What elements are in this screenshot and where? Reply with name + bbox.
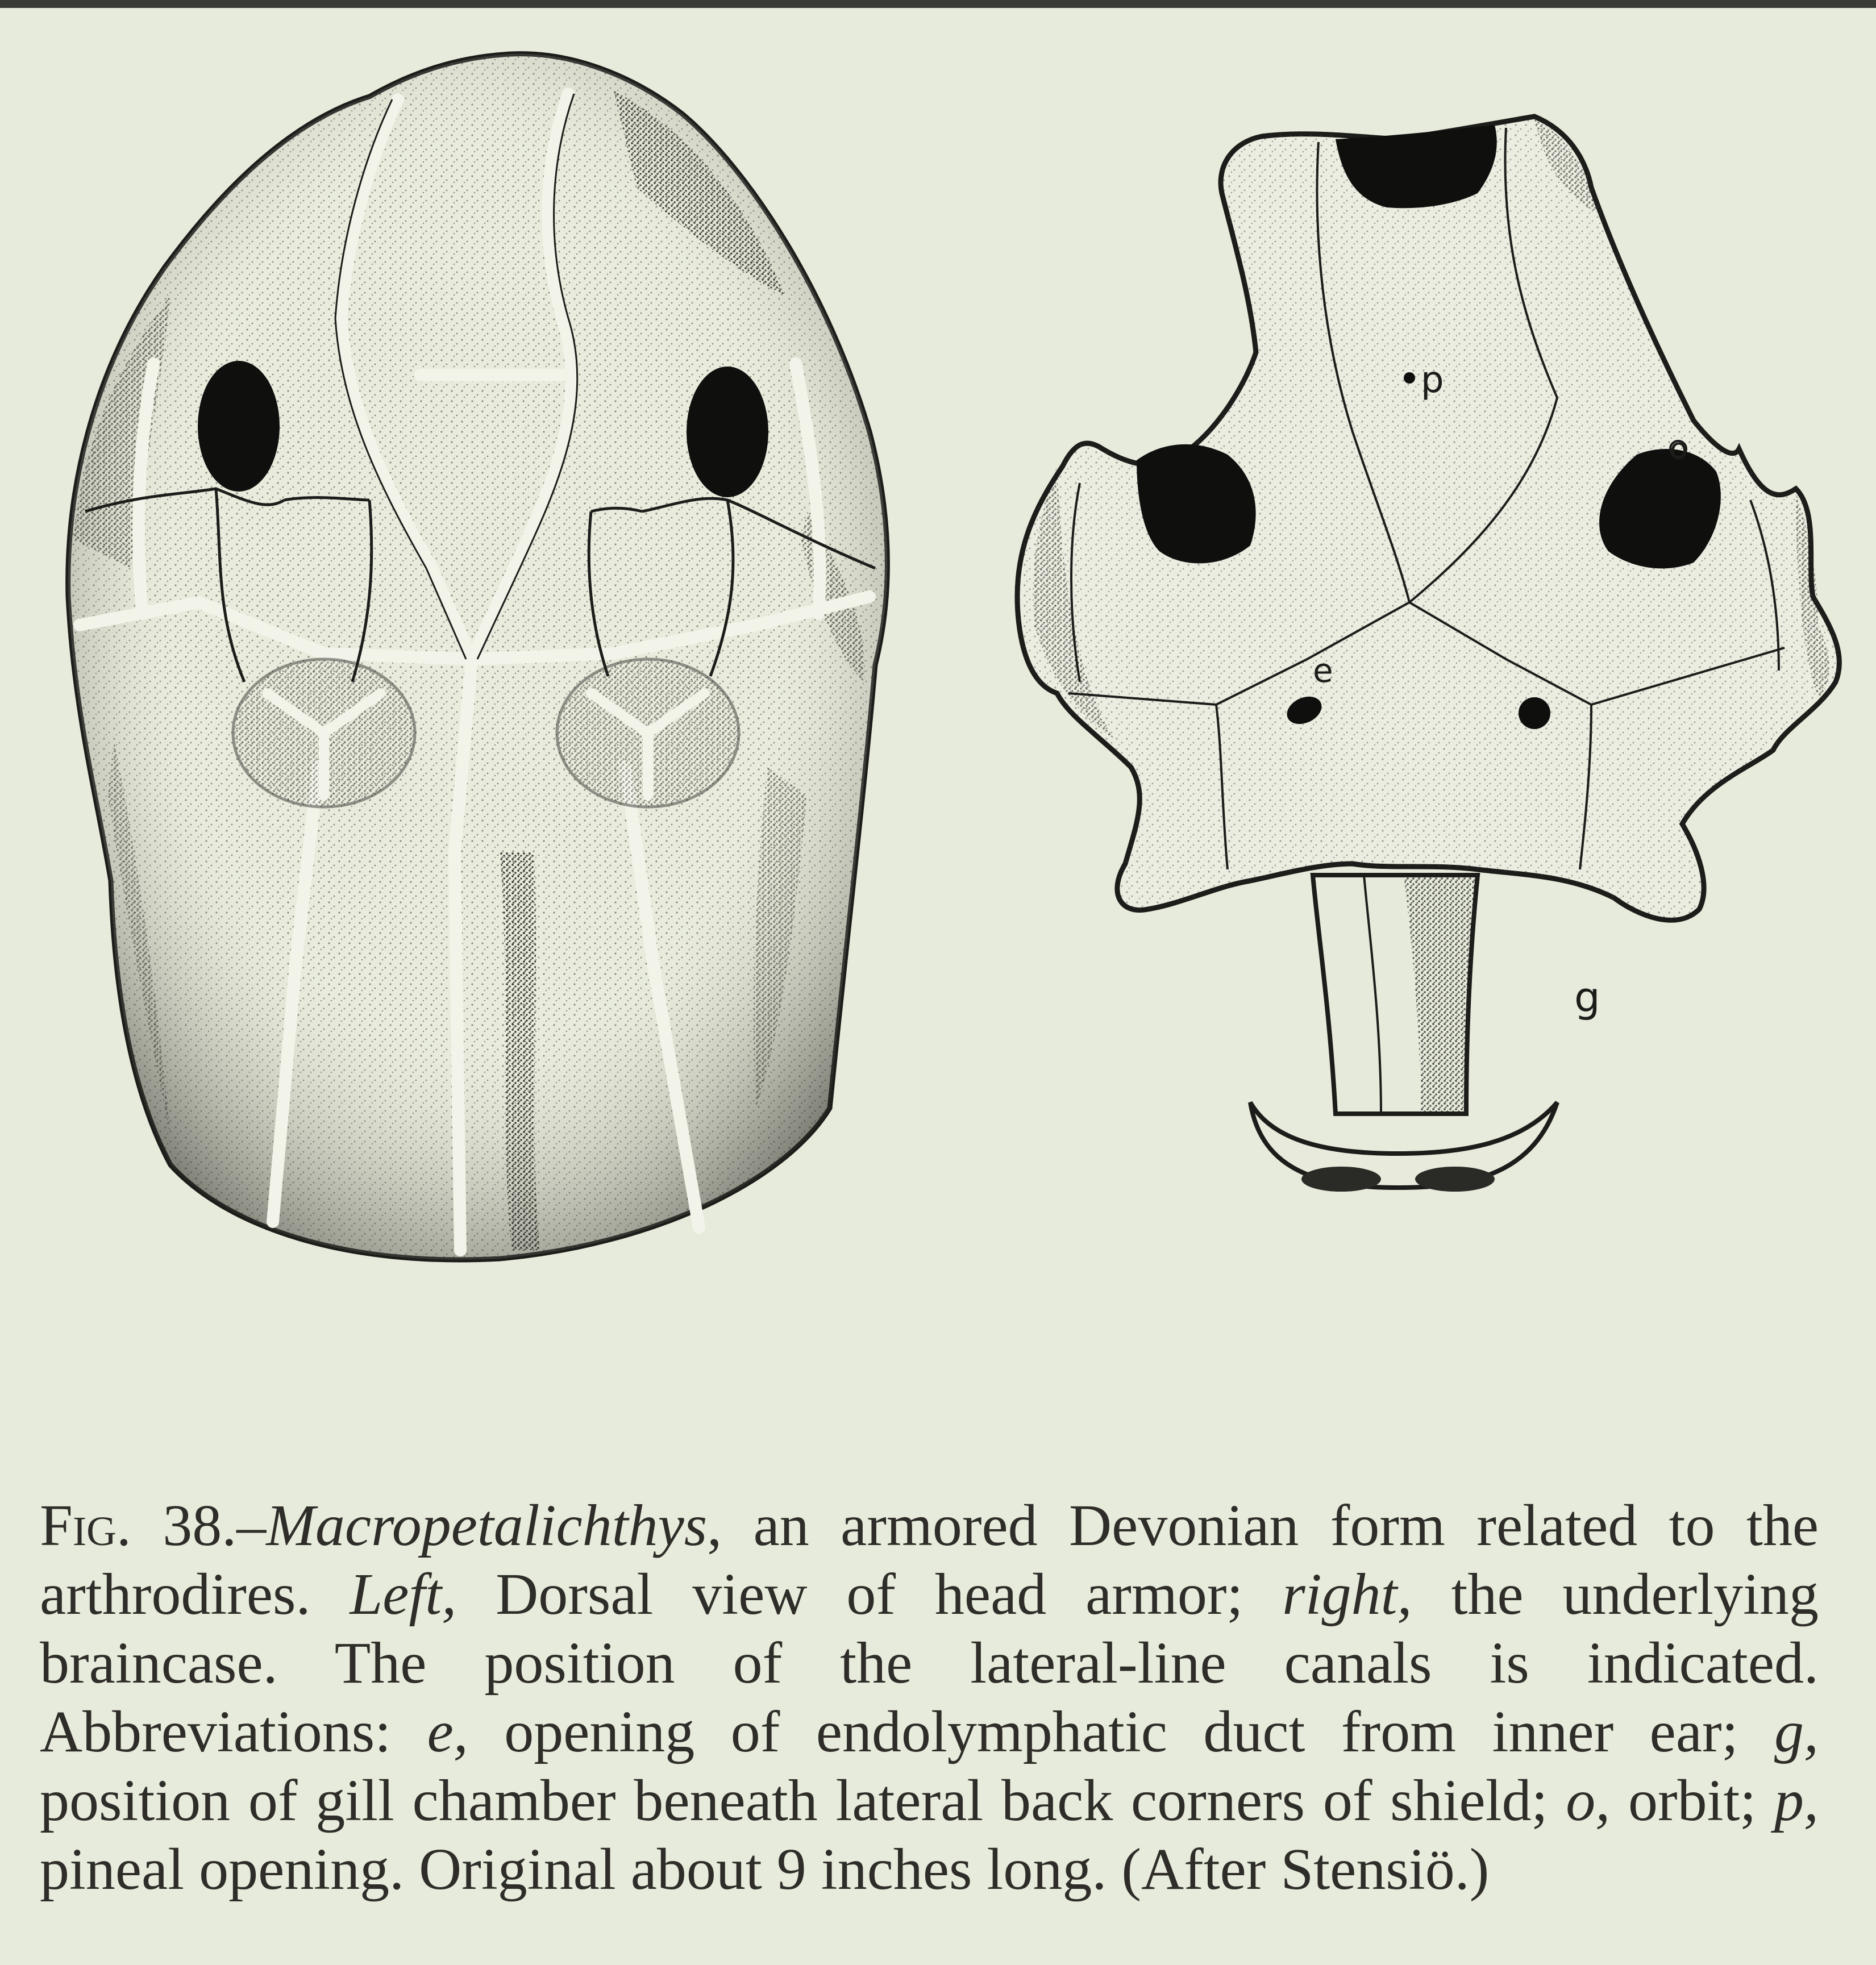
caption-text-4: opening of endolymphatic duct from inner ear; <box>468 1699 1774 1764</box>
caption-text-5: position of gill chamber beneath lateral back corners of shield; <box>40 1768 1566 1833</box>
abbreviation-e: e, <box>427 1699 468 1764</box>
caption-text-6: orbit; <box>1610 1768 1774 1833</box>
abbreviation-o: o, <box>1566 1768 1611 1833</box>
label-e: e <box>1313 651 1333 690</box>
left-orbit-armor <box>198 361 280 492</box>
pineal-opening <box>1404 372 1415 384</box>
head-armor-illustration <box>68 54 888 1260</box>
caption-left-word: Left, <box>350 1562 457 1627</box>
endolymphatic-opening-right <box>1519 697 1550 729</box>
abbreviation-p: p, <box>1774 1768 1819 1833</box>
genus-name: Macropetalichthys <box>266 1493 708 1558</box>
abbreviation-g: g, <box>1774 1699 1819 1764</box>
caption-dash: – <box>236 1493 267 1558</box>
label-o: o <box>1670 432 1688 467</box>
caption-text-7: pineal opening. Original about 9 inches long. (After Stensiö.) <box>40 1837 1490 1902</box>
label-g: g <box>1574 973 1600 1021</box>
caption-right-word: right, <box>1282 1562 1412 1627</box>
figure-number: Fig. 38. <box>40 1493 237 1558</box>
figure-caption <box>40 1491 1819 1904</box>
label-p: p <box>1421 359 1444 401</box>
braincase-illustration <box>1017 116 1839 1192</box>
right-orbit-armor <box>687 367 768 497</box>
caption-text-2: Dorsal view of head armor; <box>456 1562 1283 1627</box>
caption-text-1: , an armored Devonian form related to the arthrodires. <box>40 1493 1819 1627</box>
caption-text-3: the underlying braincase. The position of the lateral-line canals is indicated. Abbreviations: <box>40 1562 1819 1764</box>
